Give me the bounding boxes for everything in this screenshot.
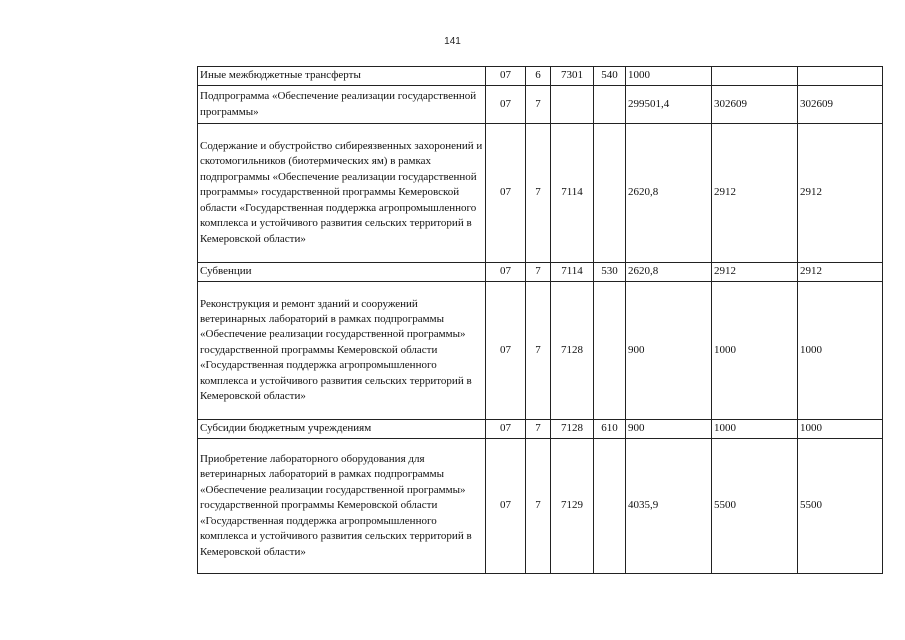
subsection-code: 7 — [526, 420, 551, 439]
row-name: Реконструкция и ремонт зданий и сооружений ветеринарных лабораторий в рамках подпрограммы «Обеспечение реализации государственной программы» государственной программы Кемеровской области «Государственная поддержка агропромышленного комплекса и устойчивого развития сельских территорий в Кемеровской области» — [198, 282, 486, 420]
amount-3: 2912 — [798, 124, 883, 263]
table-row — [198, 420, 883, 439]
target-code: 7114 — [551, 124, 594, 263]
section-code: 07 — [486, 439, 526, 574]
target-code: 7301 — [551, 67, 594, 86]
amount-1: 900 — [626, 420, 712, 439]
row-name: Подпрограмма «Обеспечение реализации государственной программы» — [198, 86, 486, 124]
table-row — [198, 67, 883, 86]
subsection-code: 7 — [526, 263, 551, 282]
table-row — [198, 439, 883, 574]
amount-3: 5500 — [798, 439, 883, 574]
table-row — [198, 263, 883, 282]
amount-3 — [798, 67, 883, 86]
expense-type-code — [594, 439, 626, 574]
amount-1: 299501,4 — [626, 86, 712, 124]
table-row — [198, 124, 883, 263]
target-code: 7128 — [551, 420, 594, 439]
page-number: 141 — [444, 36, 461, 47]
amount-2: 302609 — [712, 86, 798, 124]
row-name: Иные межбюджетные трансферты — [198, 67, 486, 86]
amount-2: 2912 — [712, 124, 798, 263]
target-code — [551, 86, 594, 124]
subsection-code: 7 — [526, 282, 551, 420]
subsection-code: 7 — [526, 124, 551, 263]
amount-3: 1000 — [798, 282, 883, 420]
section-code: 07 — [486, 124, 526, 263]
expense-type-code — [594, 86, 626, 124]
row-name: Содержание и обустройство сибиреязвенных захоронений и скотомогильников (биотермических ям) в рамках подпрограммы «Обеспечение реализации государственной программы» государственной программы Кемеровской области «Государственная поддержка агропромышленного комплекса и устойчивого развития сельских территорий в Кемеровской области» — [198, 124, 486, 263]
expense-type-code — [594, 124, 626, 263]
target-code: 7114 — [551, 263, 594, 282]
subsection-code: 7 — [526, 439, 551, 574]
section-code: 07 — [486, 282, 526, 420]
amount-2 — [712, 67, 798, 86]
amount-3: 302609 — [798, 86, 883, 124]
amount-3: 2912 — [798, 263, 883, 282]
expense-type-code — [594, 282, 626, 420]
amount-3: 1000 — [798, 420, 883, 439]
section-code: 07 — [486, 86, 526, 124]
subsection-code: 6 — [526, 67, 551, 86]
amount-1: 900 — [626, 282, 712, 420]
amount-1: 1000 — [626, 67, 712, 86]
amount-2: 1000 — [712, 420, 798, 439]
subsection-code: 7 — [526, 86, 551, 124]
row-name: Субсидии бюджетным учреждениям — [198, 420, 486, 439]
section-code: 07 — [486, 67, 526, 86]
target-code: 7128 — [551, 282, 594, 420]
row-name: Приобретение лабораторного оборудования для ветеринарных лабораторий в рамках подпрограммы «Обеспечение реализации государственной программы» государственной программы Кемеровской области «Государственная поддержка агропромышленного комплекса и устойчивого развития сельских территорий в Кемеровской области» — [198, 439, 486, 574]
expense-type-code: 540 — [594, 67, 626, 86]
amount-2: 5500 — [712, 439, 798, 574]
amount-1: 2620,8 — [626, 263, 712, 282]
amount-2: 1000 — [712, 282, 798, 420]
section-code: 07 — [486, 420, 526, 439]
expense-type-code: 530 — [594, 263, 626, 282]
amount-1: 2620,8 — [626, 124, 712, 263]
amount-1: 4035,9 — [626, 439, 712, 574]
table-row — [198, 86, 883, 124]
expense-type-code: 610 — [594, 420, 626, 439]
budget-table — [197, 66, 883, 574]
amount-2: 2912 — [712, 263, 798, 282]
target-code: 7129 — [551, 439, 594, 574]
section-code: 07 — [486, 263, 526, 282]
table-row — [198, 282, 883, 420]
row-name: Субвенции — [198, 263, 486, 282]
